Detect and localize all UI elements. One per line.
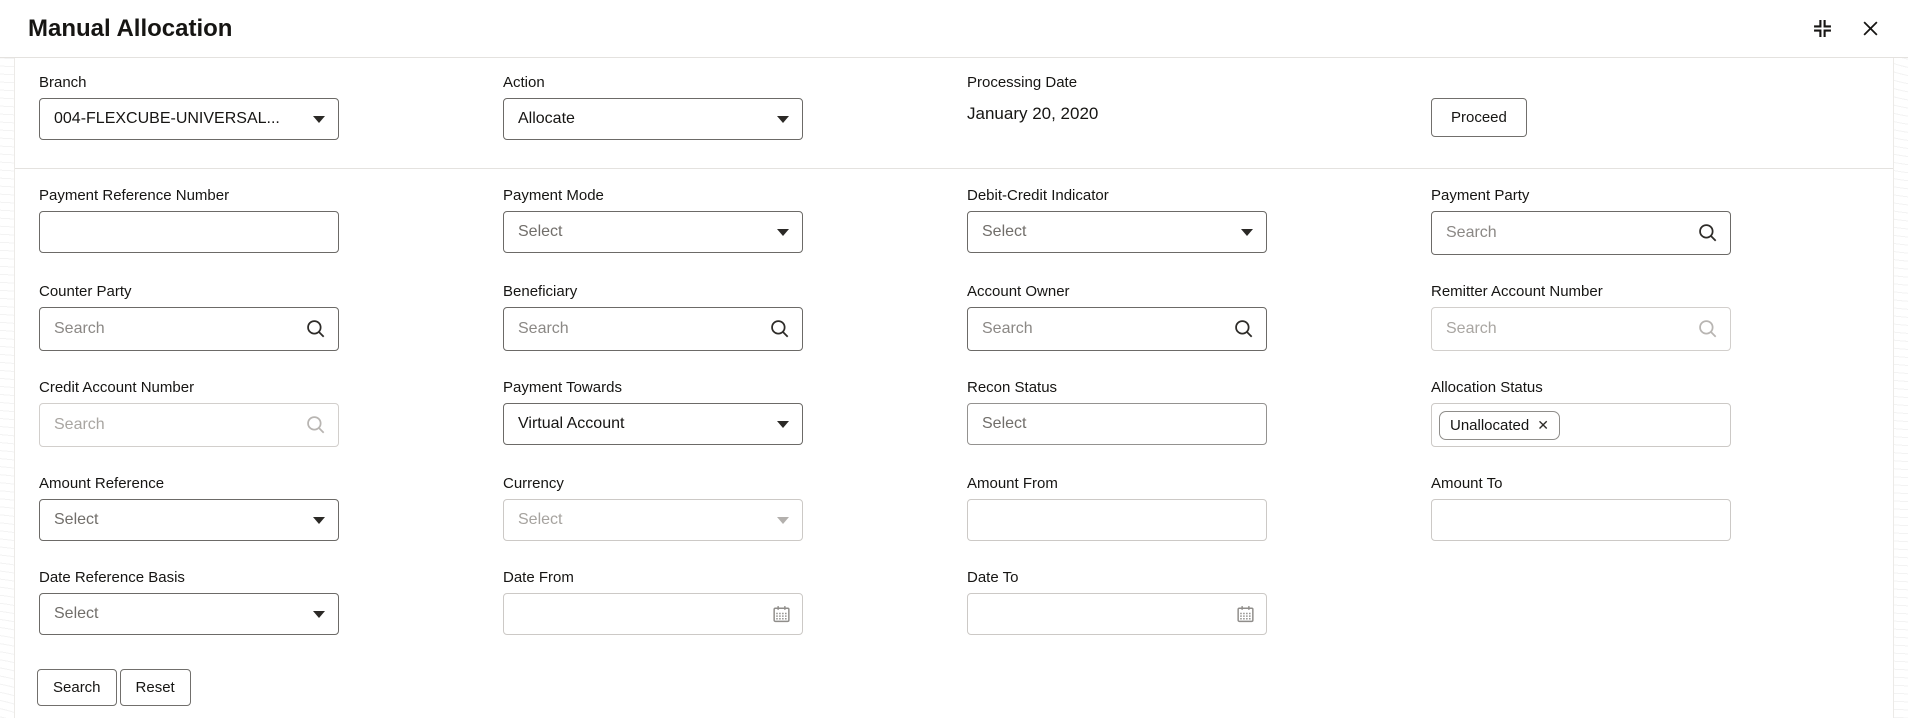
processing-date-value: January 20, 2020 bbox=[967, 104, 1099, 123]
amount-reference-placeholder: Select bbox=[54, 511, 99, 528]
field-amount-reference bbox=[39, 475, 503, 541]
field-counter-party bbox=[39, 283, 503, 351]
chevron-down-icon bbox=[777, 517, 789, 524]
recon-status-label: Recon Status bbox=[967, 379, 1058, 396]
watermark-left bbox=[0, 58, 14, 718]
chevron-down-icon bbox=[313, 517, 325, 524]
form-actions bbox=[15, 669, 1893, 706]
close-icon[interactable] bbox=[1858, 17, 1882, 41]
field-date-from bbox=[503, 569, 967, 635]
amount-to-label: Amount To bbox=[1431, 475, 1503, 492]
credit-account-number-search-input bbox=[39, 403, 339, 447]
field-processing-date bbox=[967, 74, 1431, 140]
field-credit-account-number bbox=[39, 379, 503, 447]
account-owner-search-input[interactable] bbox=[967, 307, 1267, 351]
debit-credit-indicator-label: Debit-Credit Indicator bbox=[967, 187, 1109, 204]
date-reference-basis-label: Date Reference Basis bbox=[39, 569, 185, 586]
watermark-right bbox=[1894, 58, 1908, 718]
processing-date-label: Processing Date bbox=[967, 74, 1078, 91]
reset-button[interactable]: Reset bbox=[120, 669, 191, 706]
payment-mode-label: Payment Mode bbox=[503, 187, 604, 204]
field-amount-to bbox=[1431, 475, 1895, 541]
payment-mode-placeholder: Select bbox=[518, 223, 563, 240]
chip-remove-icon[interactable]: ✕ bbox=[1537, 417, 1549, 433]
account-owner-label: Account Owner bbox=[967, 283, 1070, 300]
beneficiary-label: Beneficiary bbox=[503, 283, 578, 300]
field-branch bbox=[39, 74, 503, 140]
allocation-status-multiselect[interactable] bbox=[1431, 403, 1731, 447]
credit-account-number-label: Credit Account Number bbox=[39, 379, 195, 396]
calendar-icon[interactable] bbox=[1235, 604, 1256, 625]
proceed-button[interactable]: Proceed bbox=[1431, 98, 1527, 137]
status-chip-label: Unallocated bbox=[1450, 416, 1530, 434]
counter-party-label: Counter Party bbox=[39, 283, 132, 300]
field-payment-party bbox=[1431, 187, 1895, 255]
field-payment-reference-number bbox=[39, 187, 503, 255]
field-remitter-account-number bbox=[1431, 283, 1895, 351]
proceed-cell bbox=[1431, 74, 1895, 140]
payment-mode-select[interactable] bbox=[503, 211, 803, 253]
recon-status-multiselect[interactable] bbox=[967, 403, 1267, 445]
recon-status-placeholder: Select bbox=[982, 415, 1027, 432]
amount-reference-label: Amount Reference bbox=[39, 475, 165, 492]
payment-party-label: Payment Party bbox=[1431, 187, 1530, 204]
field-payment-mode bbox=[503, 187, 967, 255]
amount-to-input[interactable] bbox=[1431, 499, 1731, 541]
allocation-status-label: Allocation Status bbox=[1431, 379, 1543, 396]
date-reference-basis-placeholder: Select bbox=[54, 605, 99, 622]
beneficiary-search-input[interactable] bbox=[503, 307, 803, 351]
action-select[interactable] bbox=[503, 98, 803, 140]
remitter-account-number-label: Remitter Account Number bbox=[1431, 283, 1603, 300]
field-beneficiary bbox=[503, 283, 967, 351]
currency-label: Currency bbox=[503, 475, 564, 492]
debit-credit-indicator-placeholder: Select bbox=[982, 223, 1027, 240]
search-icon[interactable] bbox=[769, 318, 791, 340]
field-debit-credit-indicator bbox=[967, 187, 1431, 255]
remitter-account-number-search-input bbox=[1431, 307, 1731, 351]
branch-value: 004-FLEXCUBE-UNIVERSAL... bbox=[54, 110, 280, 127]
payment-party-search-input[interactable] bbox=[1431, 211, 1731, 255]
amount-from-input[interactable] bbox=[967, 499, 1267, 541]
status-chip bbox=[1439, 411, 1560, 440]
field-date-to bbox=[967, 569, 1431, 635]
action-value: Allocate bbox=[518, 110, 575, 127]
chevron-down-icon bbox=[313, 116, 325, 123]
payment-towards-value: Virtual Account bbox=[518, 415, 625, 432]
search-icon bbox=[1697, 318, 1719, 340]
field-allocation-status bbox=[1431, 379, 1895, 447]
chevron-down-icon bbox=[777, 421, 789, 428]
field-account-owner bbox=[967, 283, 1431, 351]
window-header bbox=[0, 0, 1908, 58]
payment-reference-number-input[interactable] bbox=[39, 211, 339, 253]
payment-towards-select[interactable] bbox=[503, 403, 803, 445]
page-title: Manual Allocation bbox=[28, 14, 233, 42]
payment-reference-number-label: Payment Reference Number bbox=[39, 187, 230, 204]
amount-reference-select[interactable] bbox=[39, 499, 339, 541]
chevron-down-icon bbox=[777, 229, 789, 236]
date-to-input[interactable] bbox=[967, 593, 1267, 635]
field-currency bbox=[503, 475, 967, 541]
search-icon[interactable] bbox=[305, 318, 327, 340]
field-payment-towards bbox=[503, 379, 967, 447]
chevron-down-icon bbox=[777, 116, 789, 123]
counter-party-search-input[interactable] bbox=[39, 307, 339, 351]
field-recon-status bbox=[967, 379, 1431, 447]
manual-allocation-form bbox=[14, 58, 1894, 718]
debit-credit-indicator-select[interactable] bbox=[967, 211, 1267, 253]
currency-select bbox=[503, 499, 803, 541]
field-action bbox=[503, 74, 967, 140]
branch-label: Branch bbox=[39, 74, 87, 91]
calendar-icon[interactable] bbox=[771, 604, 792, 625]
amount-from-label: Amount From bbox=[967, 475, 1058, 492]
currency-placeholder: Select bbox=[518, 511, 563, 528]
chevron-down-icon bbox=[1241, 229, 1253, 236]
search-button[interactable]: Search bbox=[37, 669, 117, 706]
exit-fullscreen-icon[interactable] bbox=[1810, 17, 1834, 41]
search-icon[interactable] bbox=[1233, 318, 1255, 340]
field-amount-from bbox=[967, 475, 1431, 541]
search-icon[interactable] bbox=[1697, 222, 1719, 244]
branch-select[interactable] bbox=[39, 98, 339, 140]
date-reference-basis-select[interactable] bbox=[39, 593, 339, 635]
payment-towards-label: Payment Towards bbox=[503, 379, 622, 396]
field-date-reference-basis bbox=[39, 569, 503, 635]
date-to-label: Date To bbox=[967, 569, 1019, 586]
search-icon bbox=[305, 414, 327, 436]
chevron-down-icon bbox=[313, 611, 325, 618]
date-from-input[interactable] bbox=[503, 593, 803, 635]
action-label: Action bbox=[503, 74, 545, 91]
date-from-label: Date From bbox=[503, 569, 574, 586]
